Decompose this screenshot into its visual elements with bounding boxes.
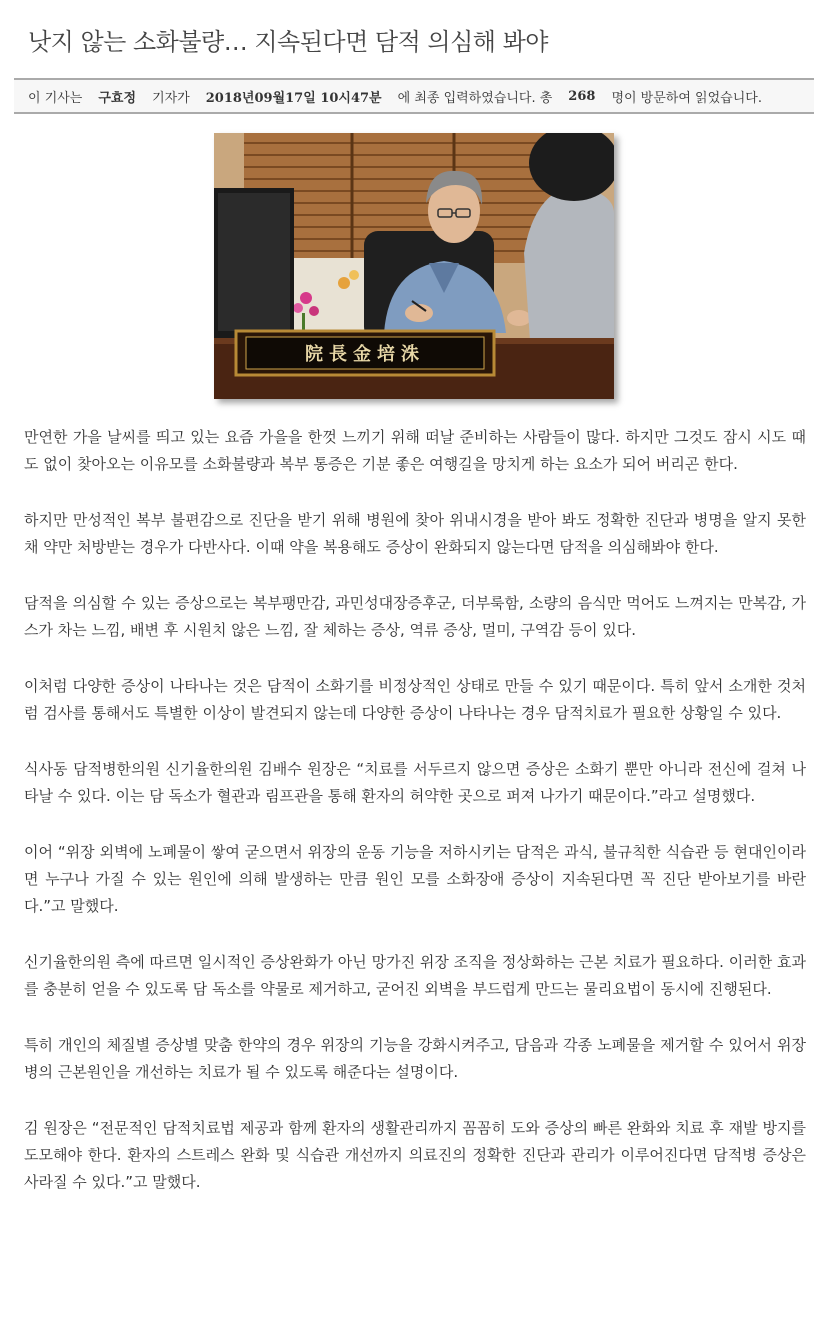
meta-datetime: 2018년09월17일 10시47분: [205, 90, 382, 106]
meta-prefix: 이 기사는: [28, 90, 83, 106]
article-photo: [214, 133, 614, 399]
article-title: 낫지 않는 소화불량… 지속된다면 담적 의심해 봐야: [28, 28, 548, 56]
meta-suffix: 명이 방문하여 읽었습니다.: [611, 90, 762, 106]
meta-mid: 에 최종 입력하였습니다. 총: [397, 90, 553, 106]
paragraph-8: 특히 개인의 체질별 증상별 맞춤 한약의 경우 위장의 기능을 강화시켜주고, 담음과 각종 노폐물을 제거할 수 있어서 위장병의 근본원인을 개선하는 치료가 될 수 있도록 해준다는 설명이다.: [24, 1036, 806, 1081]
paragraph-9: 김 원장은 “전문적인 담적치료법 제공과 함께 환자의 생활관리까지 꼼꼼히 도와 증상의 빠른 완화와 치료 후 재발 방지를 도모해야 한다. 환자의 스트레스 완화 및 식습관 개선까지 의료진의 정확한 진단과 관리가 이루어진다면 담적병 증상은 사라질 수 있다.”고 말했다.: [24, 1119, 806, 1191]
meta-reporter[interactable]: 구효정: [98, 90, 137, 106]
paragraph-3: 담적을 의심할 수 있는 증상으로는 복부팽만감, 과민성대장증후군, 더부룩함, 소량의 음식만 먹어도 느껴지는 만복감, 가스가 차는 느낌, 배변 후 시원치 않은 느낌, 잘 체하는 증상, 역류 증상, 멀미, 구역감 등이 있다.: [24, 594, 806, 639]
paragraph-7: 신기율한의원 측에 따르면 일시적인 증상완화가 아닌 망가진 위장 조직을 정상화하는 근본 치료가 필요하다. 이러한 효과를 충분히 얻을 수 있도록 담 독소를 약물로 제거하고, 굳어진 외벽을 부드럽게 만드는 물리요법이 동시에 진행된다.: [24, 953, 806, 998]
paragraph-2: 하지만 만성적인 복부 불편감으로 진단을 받기 위해 병원에 찾아 위내시경을 받아 봐도 정확한 진단과 병명을 알지 못한 채 약만 처방받는 경우가 다반사다. 이때 약을 복용해도 증상이 완화되지 않는다면 담적을 의심해봐야 한다.: [24, 511, 806, 556]
meta-view-count: 268: [568, 88, 596, 104]
meta-reporter-suffix: 기자가: [152, 90, 190, 106]
paragraph-4: 이처럼 다양한 증상이 나타나는 것은 담적이 소화기를 비정상적인 상태로 만들 수 있기 때문이다. 특히 앞서 소개한 것처럼 검사를 통해서도 특별한 이상이 발견되지 않는데 다양한 증상이 나타나는 경우 담적치료가 필요한 상황일 수 있다.: [24, 677, 806, 722]
nameplate-text: 院長金培洙: [305, 344, 425, 365]
paragraph-1: 만연한 가을 날씨를 띄고 있는 요즘 가을을 한껏 느끼기 위해 떠날 준비하는 사람들이 많다. 하지만 그것도 잠시 시도 때도 없이 찾아오는 이유모를 소화불량과 복부 통증은 기분 좋은 여행길을 망치게 하는 요소가 되어 버리곤 한다.: [24, 428, 806, 473]
paragraph-6: 이어 “위장 외벽에 노폐물이 쌓여 굳으면서 위장의 운동 기능을 저하시키는 담적은 과식, 불규칙한 식습관 등 현대인이라면 누구나 가질 수 있는 원인에 의해 발생하는 만큼 원인 모를 소화장애 증상이 지속된다면 꼭 진단 받아보기를 바란다.”고 말했다.: [24, 843, 806, 915]
article-body: [24, 424, 806, 1225]
article-meta-bar: [14, 78, 814, 114]
paragraph-5: 식사동 담적병한의원 신기율한의원 김배수 원장은 “치료를 서두르지 않으면 증상은 소화기 뿐만 아니라 전신에 걸쳐 나타날 수 있다. 이는 담 독소가 혈관과 림프관을 통해 환자의 허약한 곳으로 퍼져 나가기 때문이다.”라고 설명했다.: [24, 760, 806, 805]
